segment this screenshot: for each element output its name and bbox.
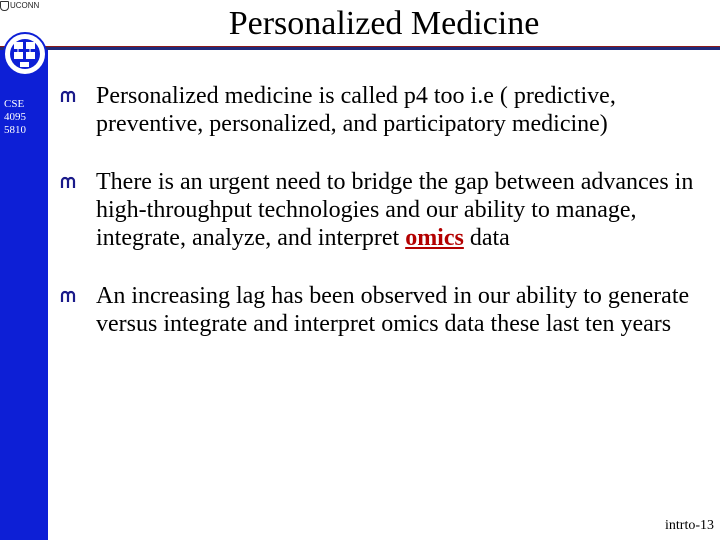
course-line-2: 4095 (4, 111, 26, 123)
bullet-marker-icon (60, 174, 76, 190)
bullet-item (60, 168, 700, 252)
uconn-seal-icon (0, 1, 9, 11)
bullet-item (60, 82, 700, 138)
bullet-text: An increasing lag has been observed in our ability to generate versus integrate and interpret omics data these last ten years (96, 283, 690, 337)
bullet-item (60, 282, 700, 338)
course-code (0, 98, 48, 137)
course-line-3: 5810 (4, 124, 26, 136)
uconn-wordmark (0, 0, 54, 12)
slide-title: Personalized Medicine (228, 5, 540, 42)
cse-logo-icon (2, 14, 48, 88)
bullet-text: There is an urgent need to bridge the gap between advances in high-throughput technologies and our ability to manage, integrate, analyze, and interpret (96, 169, 694, 251)
bullet-marker-icon (60, 288, 76, 304)
header-divider-accent (0, 47, 720, 50)
bullet-text: Personalized medicine is called p4 too i.e ( predictive, preventive, personalized, and participatory medicine) (96, 83, 616, 137)
uconn-label: UCONN (10, 1, 40, 10)
omics-link[interactable]: omics (405, 225, 464, 251)
bullet-list (60, 82, 700, 368)
bullet-text-tail: data (463, 225, 510, 251)
bullet-marker-icon (60, 88, 76, 104)
slide-number: intrto-13 (665, 518, 714, 533)
logo-area (0, 0, 48, 92)
course-line-1: CSE (4, 98, 25, 110)
